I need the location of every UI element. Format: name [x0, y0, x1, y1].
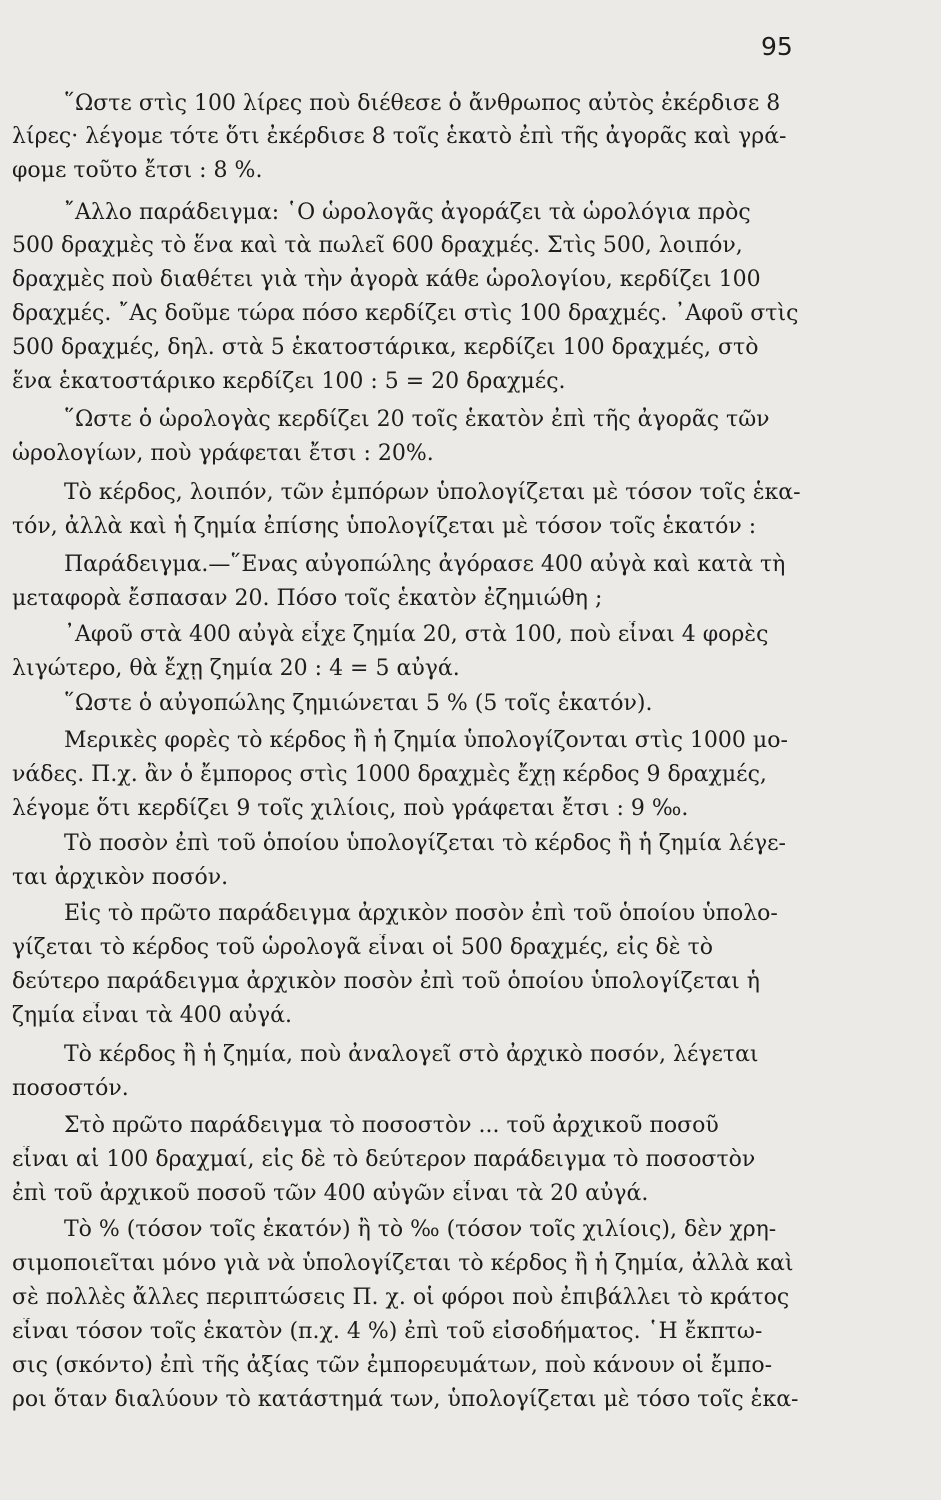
text-line: ᾿Αφοῦ στὰ 400 αὐγὰ εἶχε ζημία 20, στὰ 100, ποὺ εἶναι 4 φορὲς [64, 622, 769, 647]
text-line: Παράδειγμα.—῞Ενας αὐγοπώλης ἀγόρασε 400 αὐγὰ καὶ κατὰ τὴ [64, 552, 786, 577]
text-line: λιγώτερο, θὰ ἔχῃ ζημία 20 : 4 = 5 αὐγά. [12, 656, 460, 681]
text-line: Τὸ κέρδος, λοιπόν, τῶν ἐμπόρων ὑπολογίζεται μὲ τόσον τοῖς ἑκα- [64, 480, 801, 505]
page-number: 95 [761, 32, 793, 61]
text-line: μεταφορὰ ἔσπασαν 20. Πόσο τοῖς ἑκατὸν ἐζημιώθη ; [12, 586, 603, 611]
text-line: Τὸ ποσὸν ἐπὶ τοῦ ὁποίου ὑπολογίζεται τὸ κέρδος ἢ ἡ ζημία λέγε- [64, 831, 786, 856]
text-line: δραχμὲς ποὺ διαθέτει γιὰ τὴν ἀγορὰ κάθε ὡρολογίου, κερδίζει 100 [12, 267, 761, 292]
text-line: σις (σκόντο) ἐπὶ τῆς ἀξίας τῶν ἐμπορευμάτων, ποὺ κάνουν οἱ ἔμπο- [12, 1353, 772, 1378]
text-line: Στὸ πρῶτο παράδειγμα τὸ ποσοστὸν ... τοῦ ἀρχικοῦ ποσοῦ [64, 1113, 719, 1138]
text-line: Τὸ % (τόσον τοῖς ἑκατόν) ἢ τὸ ‰ (τόσον τοῖς χιλίοις), δὲν χρη- [64, 1217, 777, 1242]
text-line: φομε τοῦτο ἔτσι : 8 %. [12, 158, 263, 183]
text-line: Τὸ κέρδος ἢ ἡ ζημία, ποὺ ἀναλογεῖ στὸ ἀρχικὸ ποσόν, λέγεται [64, 1042, 759, 1067]
text-line: σὲ πολλὲς ἄλλες περιπτώσεις Π. χ. οἱ φόροι ποὺ ἐπιβάλλει τὸ κράτος [12, 1285, 790, 1310]
text-line: 500 δραχμές, δηλ. στὰ 5 ἑκατοστάρικα, κερδίζει 100 δραχμές, στὸ [12, 335, 759, 360]
text-line: 500 δραχμὲς τὸ ἕνα καὶ τὰ πωλεῖ 600 δραχμές. Στὶς 500, λοιπόν, [12, 233, 743, 258]
text-line: γίζεται τὸ κέρδος τοῦ ὡρολογᾶ εἶναι οἱ 500 δραχμές, εἰς δὲ τὸ [12, 935, 714, 960]
text-line: σιμοποιεῖται μόνο γιὰ νὰ ὑπολογίζεται τὸ κέρδος ἢ ἡ ζημία, ἀλλὰ καὶ [12, 1251, 794, 1276]
text-line: ζημία εἶναι τὰ 400 αὐγά. [12, 1003, 292, 1028]
text-line: νάδες. Π.χ. ἂν ὁ ἔμπορος στὶς 1000 δραχμὲς ἔχῃ κέρδος 9 δραχμές, [12, 762, 767, 787]
text-line: ἐπὶ τοῦ ἀρχικοῦ ποσοῦ τῶν 400 αὐγῶν εἶναι τὰ 20 αὐγά. [12, 1181, 649, 1206]
text-line: δεύτερο παράδειγμα ἀρχικὸν ποσὸν ἐπὶ τοῦ ὁποίου ὑπολογίζεται ἡ [12, 969, 760, 994]
text-line: ὡρολογίων, ποὺ γράφεται ἔτσι : 20%. [12, 441, 434, 466]
text-line: Μερικὲς φορὲς τὸ κέρδος ἢ ἡ ζημία ὑπολογίζονται στὶς 1000 μο- [64, 728, 788, 753]
text-line: λίρες· λέγομε τότε ὅτι ἐκέρδισε 8 τοῖς ἑκατὸ ἐπὶ τῆς ἀγορᾶς καὶ γρά- [12, 124, 787, 149]
text-line: ται ἀρχικὸν ποσόν. [12, 865, 229, 890]
text-line: Εἰς τὸ πρῶτο παράδειγμα ἀρχικὸν ποσὸν ἐπὶ τοῦ ὁποίου ὑπολο- [64, 901, 778, 926]
text-line: ῞Ωστε στὶς 100 λίρες ποὺ διέθεσε ὁ ἄνθρωπος αὐτὸς ἐκέρδισε 8 [64, 91, 781, 116]
text-line: εἶναι τόσον τοῖς ἑκατὸν (π.χ. 4 %) ἐπὶ τοῦ εἰσοδήματος. ῾Η ἔκπτω- [12, 1319, 763, 1344]
text-line: ῞Ωστε ὁ αὐγοπώλης ζημιώνεται 5 % (5 τοῖς ἑκατόν). [64, 691, 653, 716]
text-line: εἶναι αἱ 100 δραχμαί, εἰς δὲ τὸ δεύτερον παράδειγμα τὸ ποσοστὸν [12, 1147, 756, 1172]
text-line: ῞Ωστε ὁ ὡρολογὰς κερδίζει 20 τοῖς ἑκατὸν ἐπὶ τῆς ἀγορᾶς τῶν [64, 407, 770, 432]
text-line: τόν, ἀλλὰ καὶ ἡ ζημία ἐπίσης ὑπολογίζεται μὲ τόσον τοῖς ἑκατόν : [12, 514, 757, 539]
text-line: λέγομε ὅτι κερδίζει 9 τοῖς χιλίοις, ποὺ γράφεται ἔτσι : 9 ‰. [12, 796, 689, 821]
text-line: ποσοστόν. [12, 1076, 129, 1101]
text-line: ἕνα ἑκατοστάρικο κερδίζει 100 : 5 = 20 δραχμές. [12, 369, 566, 394]
text-line: δραχμές. ῎Ας δοῦμε τώρα πόσο κερδίζει στὶς 100 δραχμές. ᾿Αφοῦ στὶς [12, 301, 799, 326]
text-line: ῎Αλλο παράδειγμα: ῾Ο ὡρολογᾶς ἀγοράζει τὰ ὡρολόγια πρὸς [64, 200, 751, 225]
text-line: ροι ὅταν διαλύουν τὸ κατάστημά των, ὑπολογίζεται μὲ τόσο τοῖς ἑκα- [12, 1387, 799, 1412]
